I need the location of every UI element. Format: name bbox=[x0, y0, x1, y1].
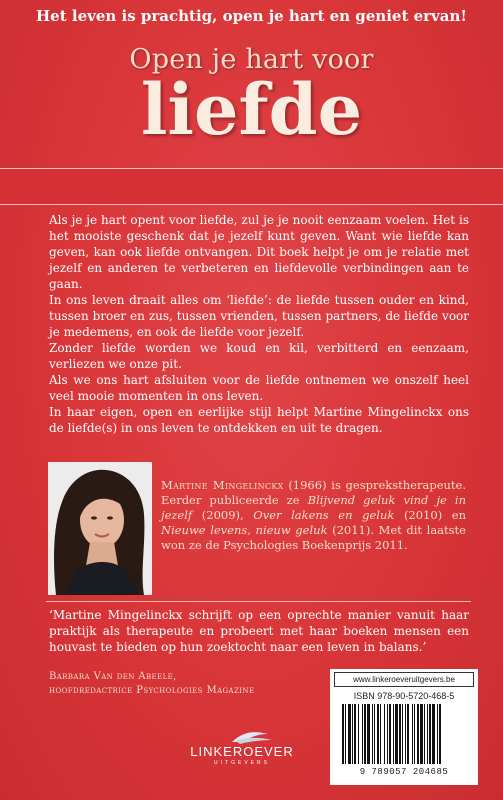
book-title: Blijvend geluk vind je in jezelf bbox=[161, 493, 467, 522]
tagline-band bbox=[0, 168, 503, 205]
author-bio-text: (2009), bbox=[192, 508, 254, 522]
tagline: Het leven is prachtig, open je hart en geniet ervan! bbox=[36, 7, 467, 25]
review-quote: ‘Martine Mingelinckx schrijft op een oprechte manier vanuit haar praktijk als therapeute en probeert met haar boeken mensen een houvast te bieden op hun zoektocht naar een leven in balans.’ bbox=[49, 608, 469, 654]
author-bio-text: (1966) is gesprekstherapeute. Eerder publiceerde ze bbox=[161, 478, 466, 507]
author-bio bbox=[161, 478, 466, 553]
author-portrait-icon bbox=[48, 462, 152, 595]
blurb-paragraph: Als we ons hart afsluiten voor de liefde ontnemen we onszelf heel veel mooie momenten in ons leven. bbox=[49, 373, 469, 403]
book-title: Over lakens en geluk bbox=[253, 508, 395, 522]
title-top: Open je hart voor bbox=[129, 44, 374, 75]
publisher-logo bbox=[172, 728, 322, 788]
title-main: liefde bbox=[140, 68, 363, 151]
quote-divider bbox=[46, 601, 471, 602]
quote-author: Barbara Van den Abeele, bbox=[49, 671, 177, 682]
book-title: Nieuwe levens, nieuw geluk bbox=[161, 523, 328, 537]
publisher-name: LINKEROEVER bbox=[190, 744, 294, 759]
blurb bbox=[49, 212, 469, 436]
blurb-paragraph: Zonder liefde worden we koud en kil, verbitterd en eenzaam, verliezen we onze pit. bbox=[49, 341, 469, 371]
barcode-digits: 9 789057 204685 bbox=[359, 767, 449, 777]
quote-author-role: hoofdredactrice Psychologies Magazine bbox=[49, 685, 255, 696]
barcode-icon bbox=[338, 704, 470, 766]
author-bio-text: (2011). Met dit laatste won ze de Psychologies Boekenprijs 2011. bbox=[161, 523, 466, 552]
blurb-paragraph: Als je je hart opent voor liefde, zul je je nooit eenzaam voelen. Het is het mooiste geschenk dat je jezelf kunt geven. Want wie liefde kan geven, kan ook liefde ontvangen. Dit boek helpt je om je relatie met jezelf en anderen te verbeteren en liefdevolle verbindingen aan te gaan. bbox=[49, 213, 469, 291]
publisher-website: www.linkeroeveruitgevers.be bbox=[334, 672, 474, 687]
blurb-paragraph: In haar eigen, open en eerlijke stijl helpt Martine Mingelinckx ons de liefde(s) in ons leven te ontdekken en uit te dragen. bbox=[49, 405, 469, 435]
blurb-paragraph: In ons leven draait alles om ‘liefde’: de liefde tussen ouder en kind, tussen broer en zus, tussen vrienden, tussen partners, de liefde voor je medemens, en ook de liefde voor jezelf. bbox=[49, 293, 469, 339]
quote-attribution bbox=[49, 670, 319, 698]
barcode-box bbox=[330, 669, 478, 785]
isbn: ISBN 978-90-5720-468-5 bbox=[353, 691, 455, 701]
author-photo bbox=[48, 462, 152, 595]
author-bio-text: (2010) en bbox=[394, 508, 466, 522]
author-name: Martine Mingelinckx bbox=[161, 478, 284, 492]
publisher-sub: UITGEVERS bbox=[214, 760, 270, 766]
